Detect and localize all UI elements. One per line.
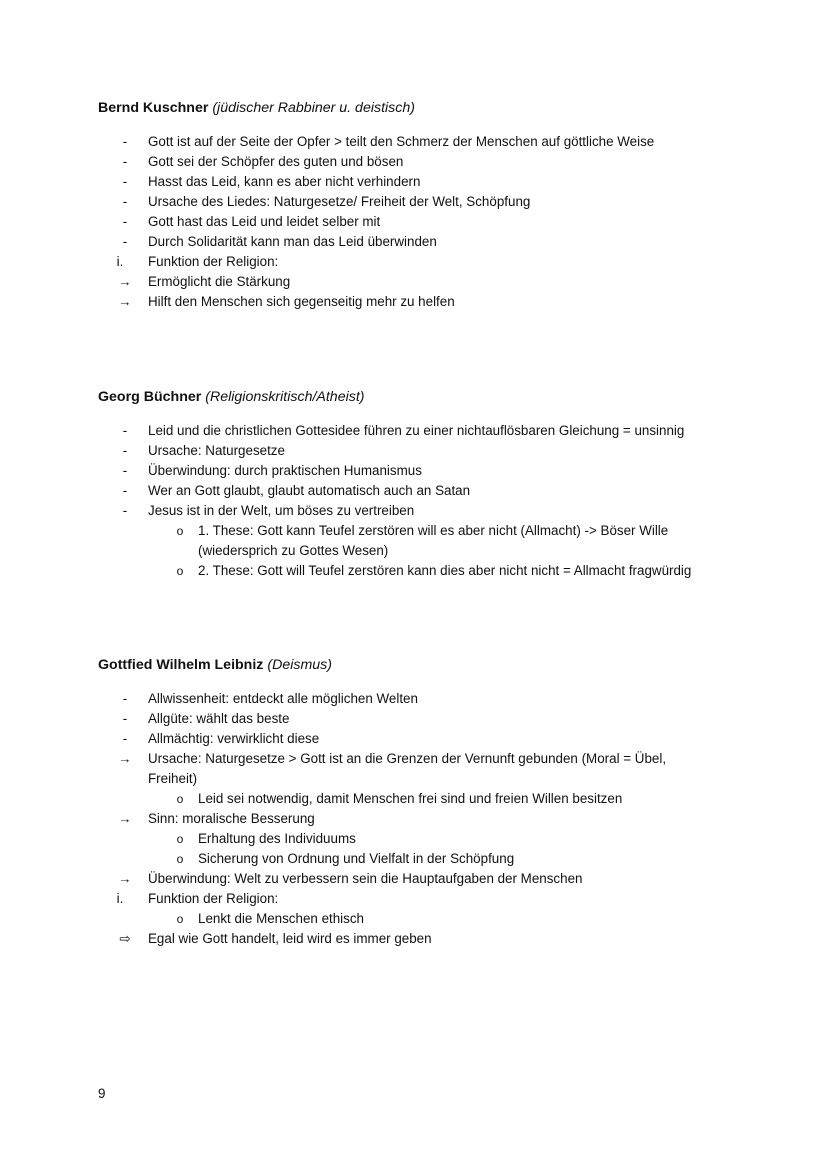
page-number: 9: [98, 1086, 106, 1101]
list-item: [98, 172, 738, 192]
circle-bullet: o: [176, 792, 184, 806]
circle-bullet: o: [176, 912, 184, 926]
list-item-text: Überwindung: Welt zu verbessern sein die Hauptaufgaben der Menschen: [148, 871, 583, 886]
list-item-text: 1. These: Gott kann Teufel zerstören will es aber nicht (Allmacht) -> Böser Wille (wiedersprich zu Gottes Wesen): [198, 523, 669, 558]
circle-bullet: o: [176, 832, 184, 846]
section-heading: [98, 387, 738, 407]
dash-bullet: -: [122, 234, 128, 249]
list-item-text: Allgüte: wählt das beste: [148, 711, 290, 726]
list-item-text: Hilft den Menschen sich gegenseitig mehr zu helfen: [148, 294, 455, 309]
list-item: [98, 212, 738, 232]
dash-bullet: -: [122, 174, 128, 189]
section-heading: [98, 655, 738, 675]
dash-bullet: -: [122, 423, 128, 438]
list-item: [98, 561, 738, 581]
dash-bullet: -: [122, 463, 128, 478]
dash-bullet: -: [122, 194, 128, 209]
list-item: [98, 689, 738, 709]
circle-bullet: o: [176, 564, 184, 578]
heading-name: Bernd Kuschner: [98, 100, 209, 116]
dash-bullet: -: [122, 691, 128, 706]
list-item: [98, 929, 738, 949]
arrow-right-icon: →: [118, 871, 132, 886]
list-item-text: Durch Solidarität kann man das Leid überwinden: [148, 234, 437, 249]
list-item: [98, 232, 738, 252]
list-item-text: Ursache: Naturgesetze > Gott ist an die Grenzen der Vernunft gebunden (Moral = Übel, Freiheit): [148, 751, 667, 786]
section-kuschner: [98, 98, 738, 312]
list-item: [98, 501, 738, 521]
list-item-text: Hasst das Leid, kann es aber nicht verhindern: [148, 174, 421, 189]
list-item: [98, 729, 738, 749]
dash-bullet: -: [122, 134, 128, 149]
list-item: [98, 709, 738, 729]
list-item: [98, 481, 738, 501]
list-item: [98, 829, 738, 849]
heading-note: (Religionskritisch/Atheist): [205, 389, 365, 405]
heading-note: (Deismus): [267, 657, 332, 673]
roman-numeral-marker: i.: [116, 891, 124, 906]
section-buechner: [98, 387, 738, 581]
list-item: [98, 292, 738, 312]
dash-bullet: -: [122, 731, 128, 746]
list-item-text: Ermöglicht die Stärkung: [148, 274, 291, 289]
dash-bullet: -: [122, 503, 128, 518]
list-item-text: Erhaltung des Individuums: [198, 831, 356, 846]
list-item: [98, 272, 738, 292]
list-item-text: Leid und die christlichen Gottesidee führen zu einer nichtauflösbaren Gleichung = unsinnig: [148, 423, 685, 438]
list-item-text: Gott ist auf der Seite der Opfer > teilt den Schmerz der Menschen auf göttliche Weise: [148, 134, 655, 149]
dash-bullet: -: [122, 214, 128, 229]
arrow-right-icon: →: [118, 274, 132, 289]
list-item: [98, 869, 738, 889]
circle-bullet: o: [176, 852, 184, 866]
list-item: [98, 809, 738, 829]
dash-bullet: -: [122, 711, 128, 726]
list-item-text: Sicherung von Ordnung und Vielfalt in der Schöpfung: [198, 851, 515, 866]
arrow-right-icon: →: [118, 751, 132, 766]
list-item-text: Funktion der Religion:: [148, 891, 279, 906]
list-item-text: Allmächtig: verwirklicht diese: [148, 731, 320, 746]
list-item: [98, 132, 738, 152]
list-item-text: 2. These: Gott will Teufel zerstören kann dies aber nicht nicht = Allmacht fragwürdig: [198, 563, 692, 578]
bullet-list: [98, 421, 738, 581]
list-item: [98, 889, 738, 909]
arrow-right-icon: →: [118, 294, 132, 309]
bullet-list: [98, 132, 738, 312]
list-item: [98, 749, 738, 789]
section-heading: [98, 98, 738, 118]
list-item-text: Jesus ist in der Welt, um böses zu vertreiben: [148, 503, 415, 518]
list-item-text: Wer an Gott glaubt, glaubt automatisch auch an Satan: [148, 483, 471, 498]
list-item-text: Lenkt die Menschen ethisch: [198, 911, 364, 926]
list-item-text: Sinn: moralische Besserung: [148, 811, 315, 826]
heading-name: Gottfied Wilhelm Leibniz: [98, 657, 264, 673]
list-item: [98, 849, 738, 869]
list-item-text: Allwissenheit: entdeckt alle möglichen Welten: [148, 691, 418, 706]
list-item: [98, 192, 738, 212]
roman-numeral-marker: i.: [116, 254, 124, 269]
list-item-text: Gott hast das Leid und leidet selber mit: [148, 214, 381, 229]
list-item: [98, 441, 738, 461]
dash-bullet: -: [122, 154, 128, 169]
list-item-text: Gott sei der Schöpfer des guten und bösen: [148, 154, 404, 169]
list-item: [98, 461, 738, 481]
list-item-text: Funktion der Religion:: [148, 254, 279, 269]
heading-note: (jüdischer Rabbiner u. deistisch): [212, 100, 415, 116]
list-item-text: Egal wie Gott handelt, leid wird es immer geben: [148, 931, 432, 946]
list-item-text: Überwindung: durch praktischen Humanismus: [148, 463, 422, 478]
heading-name: Georg Büchner: [98, 389, 202, 405]
list-item-text: Leid sei notwendig, damit Menschen frei sind und freien Willen besitzen: [198, 791, 623, 806]
circle-bullet: o: [176, 524, 184, 538]
list-item: [98, 421, 738, 441]
dash-bullet: -: [122, 483, 128, 498]
hollow-arrow-right-icon: ⇨: [119, 931, 131, 946]
list-item: [98, 521, 738, 561]
list-item: [98, 909, 738, 929]
list-item-text: Ursache: Naturgesetze: [148, 443, 285, 458]
bullet-list: [98, 689, 738, 949]
arrow-right-icon: →: [118, 811, 132, 826]
list-item: [98, 152, 738, 172]
list-item: [98, 252, 738, 272]
dash-bullet: -: [122, 443, 128, 458]
section-leibniz: [98, 655, 738, 949]
list-item-text: Ursache des Liedes: Naturgesetze/ Freiheit der Welt, Schöpfung: [148, 194, 531, 209]
list-item: [98, 789, 738, 809]
